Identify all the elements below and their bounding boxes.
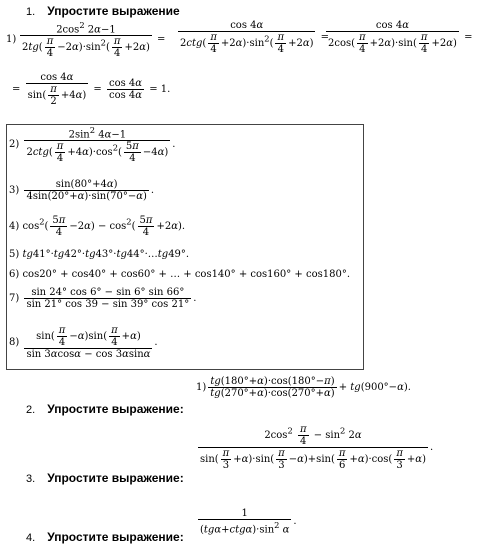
- task-4-expression: $\frac{1}{(tg\alpha+ctg\alpha)\cdot\sin^2 \alpha}$ .: [200, 508, 297, 536]
- task-1-solution: [6, 20, 496, 120]
- task-2-title: Упростите выражение:: [47, 402, 184, 416]
- solution-result: = 1.: [149, 84, 171, 95]
- task-3-heading: [26, 471, 184, 485]
- task-4-title: Упростите выражение:: [47, 530, 184, 544]
- task-4-heading: [26, 530, 184, 544]
- solution-step-4: = cos 4α sin( $\frac{\pi}{2}$ +4α) = $\frac{\cos 4\alpha}{\cos 4\alpha}$ = 1.: [12, 72, 171, 107]
- solution-step-5: $\frac{\cos 4\alpha}{\cos 4\alpha}$: [108, 78, 143, 101]
- exercise-3: 3) $\frac{\sin(80^\circ+4\alpha)}{4\sin(20^\circ+\alpha)\cdot\sin(70^\circ-\alpha)}$ .: [9, 179, 155, 202]
- exercise-5: 5) tg41°·tg42°·tg43°·tg44°·…tg49°.: [9, 249, 190, 260]
- task-2-number: 2.: [26, 404, 36, 416]
- exercise-6: 6) cos20° + cos40° + cos60° + … + cos140° + cos160° + cos180°.: [9, 269, 350, 280]
- task-1-heading: [26, 4, 180, 18]
- exercise-4: 4) $\cos^2$( $\frac{5\pi}{4}$ $-2\alpha) - \cos^2$( $\frac{5\pi}{4}$ +2α).: [9, 215, 186, 238]
- task-3-title: Упростите выражение:: [47, 471, 184, 485]
- solution-step-3: cos 4α 2cos( $\frac{\pi}{4}$ +2α)·sin( $\frac{\pi}{4}$ +2α) =: [328, 20, 473, 55]
- solution-lead: 1): [6, 34, 17, 45]
- task-1-title: Упростите выражение: [47, 4, 180, 18]
- exercise-box: [6, 124, 364, 370]
- exercise-8: 8) sin( $\frac{\pi}{4}$ −α)sin( $\frac{\pi}{4}$ +α) sin 3αcosα − cos 3αsinα .: [9, 325, 158, 360]
- task-4-number: 4.: [26, 532, 36, 544]
- solution-step-2: cos 4α 2ctg( $\frac{\pi}{4}$ $+2\alpha)\cdot\sin^2$( $\frac{\pi}{4}$ +2α) =: [180, 20, 330, 55]
- task-1-number: 1.: [26, 6, 36, 18]
- exercise-2: 2) $2\sin^2$ 4α−1 2ctg( $\frac{\pi}{4}$ $+4\alpha)\cdot\cos^2$( $\frac{5\pi}{4}$ −4α) .: [9, 125, 176, 165]
- solution-step-1: $2\cos^2$ 2α−1 2tg( $\frac{\pi}{4}$ $-2\alpha)\cdot\sin^2$( $\frac{\pi}{4}$ +2α) =: [22, 20, 166, 60]
- task-2-expression: 1) $\frac{tg(180^\circ+\alpha)\cdot\cos(180^\circ-\pi)}{tg(270^\circ+\alpha)\cdot\cos(270^\circ+\alpha)}$ + tg(900°−α).: [196, 376, 411, 399]
- task-3-number: 3.: [26, 473, 36, 485]
- task-3-expression: $2\cos^2$ $\frac{\pi}{4}$ − $\sin^2 2\alpha$ sin( $\frac{\pi}{3}$ +α)·sin( $\frac{\pi}{3}$ −α)+sin( $\frac{\pi}{6}$ +α)·cos( $\frac{\pi}{3}$ +α) .: [200, 424, 434, 471]
- exercise-7: 7) $\frac{\sin 24^\circ \cos 6^\circ - \sin 6^\circ \sin 66^\circ}{\sin 21^\circ \cos 39 - \sin 39^\circ \cos 21^\circ}$ .: [9, 287, 197, 310]
- task-2-heading: [26, 402, 184, 416]
